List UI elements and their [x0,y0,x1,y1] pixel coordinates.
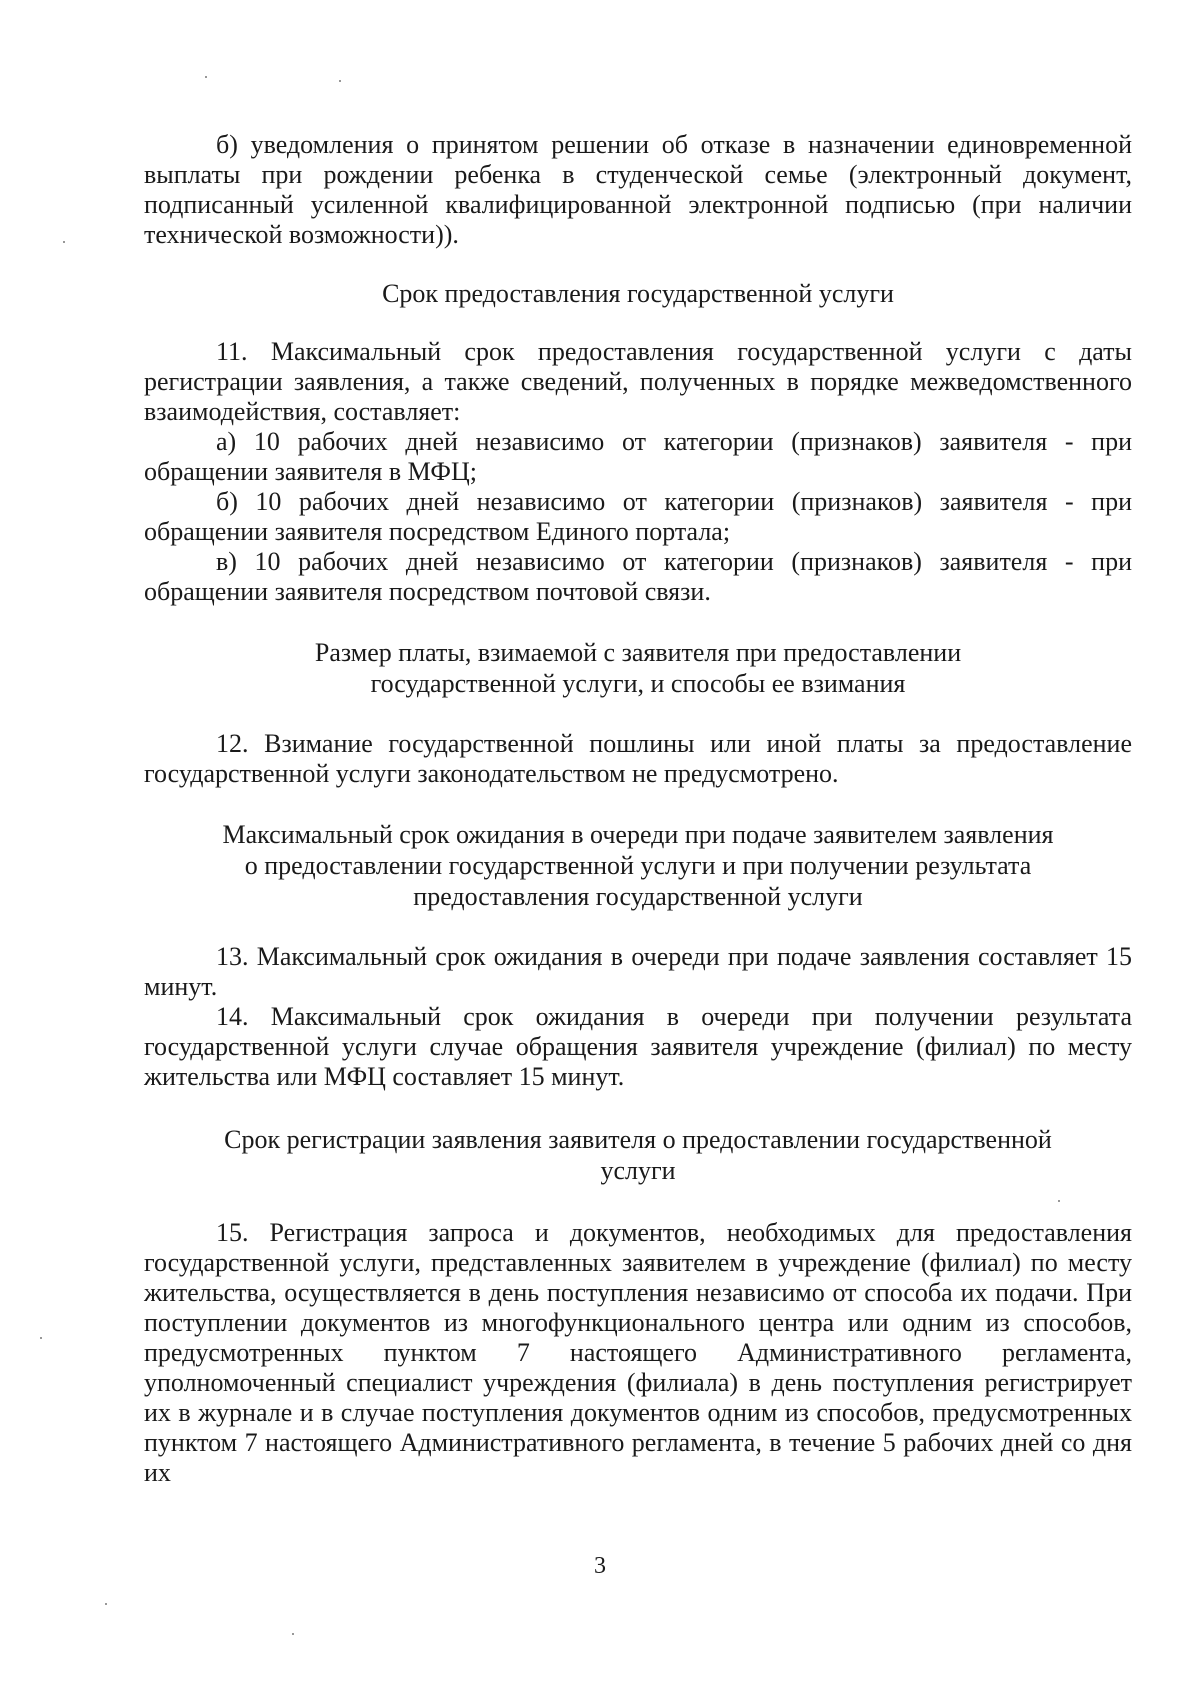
heading-queue-time-line-2: о предоставлении государственной услуги и при получении результата [244,851,1032,880]
heading-registration-term [144,1124,1132,1186]
scan-speck [339,80,341,82]
heading-fee [144,637,1132,699]
heading-registration-term-line-1: Срок регистрации заявления заявителя о предоставлении государственной [224,1125,1052,1154]
scan-speck [63,241,65,243]
paragraph-11: 11. Максимальный срок предоставления государственной услуги с даты регистрации заявления, а также сведений, полученных в порядке межведомственного взаимодействия, составляет: [144,337,1132,426]
heading-queue-time-line-3: предоставления государственной услуги [413,882,863,911]
scan-speck [205,76,207,78]
paragraph-12: 12. Взимание государственной пошлины или иной платы за предоставление государственной услуги законодательством не предусмотрено. [144,729,1132,788]
heading-queue-time [144,819,1132,912]
heading-service-term: Срок предоставления государственной услуги [382,279,894,308]
heading-fee-line-2: государственной услуги, и способы ее взимания [370,669,906,698]
paragraph-11-b: б) 10 рабочих дней независимо от категории (признаков) заявителя - при обращении заявителя посредством Единого портала; [144,487,1132,546]
scan-speck [105,1603,107,1605]
paragraph-15: 15. Регистрация запроса и документов, необходимых для предоставления государственной услуги, представленных заявителем в учреждение (филиал) по месту жительства, осуществляется в день поступления независимо от способа их подачи. При поступлении документов из многофункционального центра или одним из способов, предусмотренных пунктом 7 настоящего Административного регламента, уполномоченный специалист учреждения (филиала) в день поступления регистрирует их в журнале и в случае поступления документов одним из способов, предусмотренных пунктом 7 настоящего Административного регламента, в течение 5 рабочих дней со дня их [144,1218,1132,1487]
paragraph-14: 14. Максимальный срок ожидания в очереди при получении результата государственной услуги случае обращения заявителя учреждение (филиал) по месту жительства или МФЦ составляет 15 минут. [144,1002,1132,1091]
heading-fee-line-1: Размер платы, взимаемой с заявителя при предоставлении [314,638,962,667]
scan-speck [292,1633,294,1635]
paragraph-11-a: а) 10 рабочих дней независимо от категории (признаков) заявителя - при обращении заявителя в МФЦ; [144,427,1132,486]
paragraph-11-v: в) 10 рабочих дней независимо от категории (признаков) заявителя - при обращении заявителя посредством почтовой связи. [144,547,1132,606]
paragraph-13: 13. Максимальный срок ожидания в очереди при подаче заявления составляет 15 минут. [144,942,1132,1001]
heading-queue-time-line-1: Максимальный срок ожидания в очереди при подаче заявителем заявления [222,820,1054,849]
document-body [144,130,1132,1488]
paragraph-notification-b: б) уведомления о принятом решении об отказе в назначении единовременной выплаты при рождении ребенка в студенческой семье (электронный документ, подписанный усиленной квалифицированной электронной подписью (при наличии технической возможности)). [144,130,1132,249]
scan-speck [40,1337,42,1339]
page-number: 3 [594,1553,606,1579]
heading-registration-term-line-2: услуги [600,1156,676,1185]
